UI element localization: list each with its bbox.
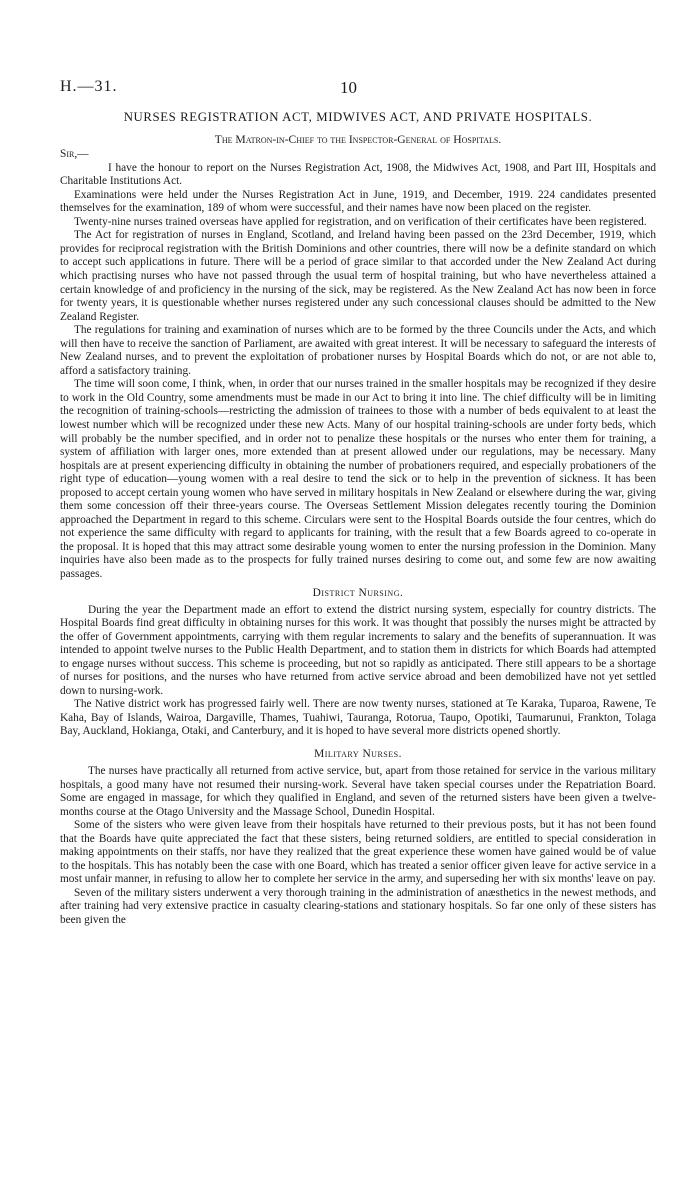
report-title: NURSES REGISTRATION ACT, MIDWIVES ACT, AND PRIVATE HOSPITALS. [123, 110, 593, 124]
paragraph: Examinations were held under the Nurses Registration Act in June, 1919, and December, 1919. 224 candidates presented themselves for the examination, 189 of whom were successful, and their names have now been placed on the register. [60, 188, 656, 215]
section-heading-district-nursing: District Nursing. [312, 586, 404, 599]
paragraph: I have the honour to report on the Nurses Registration Act, 1908, the Midwives Act, 1908, and Part III, Hospitals and Charitable Institutions Act. [60, 161, 656, 188]
paragraph: The Native district work has progressed fairly well. There are now twenty nurses, stationed at Te Karaka, Tuparoa, Rawene, Te Kaha, Bay of Islands, Wairoa, Dargaville, Thames, Tuahiwi, Tauranga, Rotorua, Taupo, Opotiki, Taumarunui, Frankton, Tolaga Bay, Auckland, Hokianga, Otaki, and Canterbury, and it is hoped to have several more districts opened shortly. [60, 698, 656, 738]
page-number: 10 [340, 78, 357, 97]
paragraph: Some of the sisters who were given leave from their hospitals have returned to their previous posts, but it has not been found that the Boards have quite appreciated the fact that these sisters, being returned soldiers, are entitled to special consideration in making appointments on their staffs, nor have they realized that the great experience these women have gained would be of value to the hospitals. This has notably been the case with one Board, which has treated a senior officer given leave for active service in a most unfair manner, in refusing to allow her to complete her service in the army, and superseding her with six months' leave on pay. [60, 819, 656, 886]
paragraph: During the year the Department made an effort to extend the district nursing system, especially for country districts. The Hospital Boards find great difficulty in obtaining nurses for this work. It was thought that possibly the nurses might be attracted by the offer of Government appointments, carrying with them regular increments to salary and the benefits of superannuation. It was intended to appoint twelve nurses to the Public Health Department, and to station them in districts for which Boards had attempted to engage nurses without success. This scheme is proceeding, but not so rapidly as anticipated. There still appears to be a shortage of nurses for positions, and the nurses who have returned from active service abroad and been demobilized have not yet settled down to nursing-work. [60, 603, 656, 697]
report-body [60, 148, 656, 928]
paragraph: Twenty-nine nurses trained overseas have applied for registration, and on verification of their certificates have been registered. [74, 215, 647, 228]
page-header [60, 78, 656, 100]
paragraph: The time will soon come, I think, when, in order that our nurses trained in the smaller hospitals may be recognized if they desire to work in the Old Country, some amendments must be made in our Act to bring it into line. The chief difficulty will be in limiting the recognition of training-schools—restricting the admission of trainees to those with a number of beds equivalent to at least the lowest number which will be recognized under these new Acts. Many of our hospital training-schools are under forty beds, which will probably be the number specified, and in order not to penalize these hospitals or the nurses who enter them for training, a system of affiliation with larger ones, more extended than at present allowed under our regulations, may be necessary. Many hospitals are at present experiencing difficulty in obtaining the number of probationers required, and especially probationers of the right type of education—young women with a real desire to tend the sick or to help in the prevention of sickness. It has been proposed to accept certain young women who have served in military hospitals in New Zealand or elsewhere during the war, giving them some concession off their three-years course. The Overseas Settlement Mission delegates recently touring the Dominion approached the Department in regard to this scheme. Circulars were sent to the Hospital Boards outside the four centres, which do not experience the same difficulty with regard to applicants for training, with the result that a few Boards agreed to co-operate in the proposal. It is hoped that this may attract some desirable young women to enter the nursing profession in the Dominion. Many inquiries have also been made as to the prospects for fully trained nurses desiring to come out, and some few are now awaiting passages. [60, 378, 656, 580]
salutation: Sir,— [60, 148, 89, 160]
paragraph: The nurses have practically all returned from active service, but, apart from those retained for service in the various military hospitals, a good many have not resumed their nursing-work. Several have taken special courses under the Repatriation Board. Some are engaged in massage, for which they qualified in England, and seven of the returned sisters have been given a twelve-months course at the Otago University and the Massage School, Dunedin Hospital. [60, 765, 656, 818]
addressee-line: The Matron-in-Chief to the Inspector-General of Hospitals. [214, 133, 502, 146]
paragraph: The Act for registration of nurses in England, Scotland, and Ireland having been passed on the 23rd December, 1919, which provides for reciprocal registration with the British Dominions and other countries, there will now be a definite standard on which to accept such applications in future. There will be a period of grace similar to that accorded under the New Zealand Act during which practising nurses who have not passed through the usual term of hospital training, but who have nevertheless attained a certain knowledge of and proficiency in the nursing of the sick, may be registered. As the New Zealand Act has now been in force for twenty years, it is questionable whether nurses registered under any such concessional clauses should be admitted to the New Zealand Register. [60, 229, 656, 323]
document-reference: H.—31. [60, 78, 118, 95]
paragraph: The regulations for training and examination of nurses which are to be formed by the three Councils under the Acts, and which will then have to receive the sanction of Parliament, are awaited with great interest. It will be necessary to safeguard the interests of New Zealand nurses, and to prevent the exploitation of probationer nurses by Hospital Boards which do not, or are not able to, afford a satisfactory training. [60, 324, 656, 377]
section-heading-military-nurses: Military Nurses. [314, 748, 402, 761]
paragraph: Seven of the military sisters underwent a very thorough training in the administration of anæsthetics in the newest methods, and after training had very extensive practice in casualty clearing-stations and stationary hospitals. So far one only of these sisters has been given the [60, 886, 656, 927]
